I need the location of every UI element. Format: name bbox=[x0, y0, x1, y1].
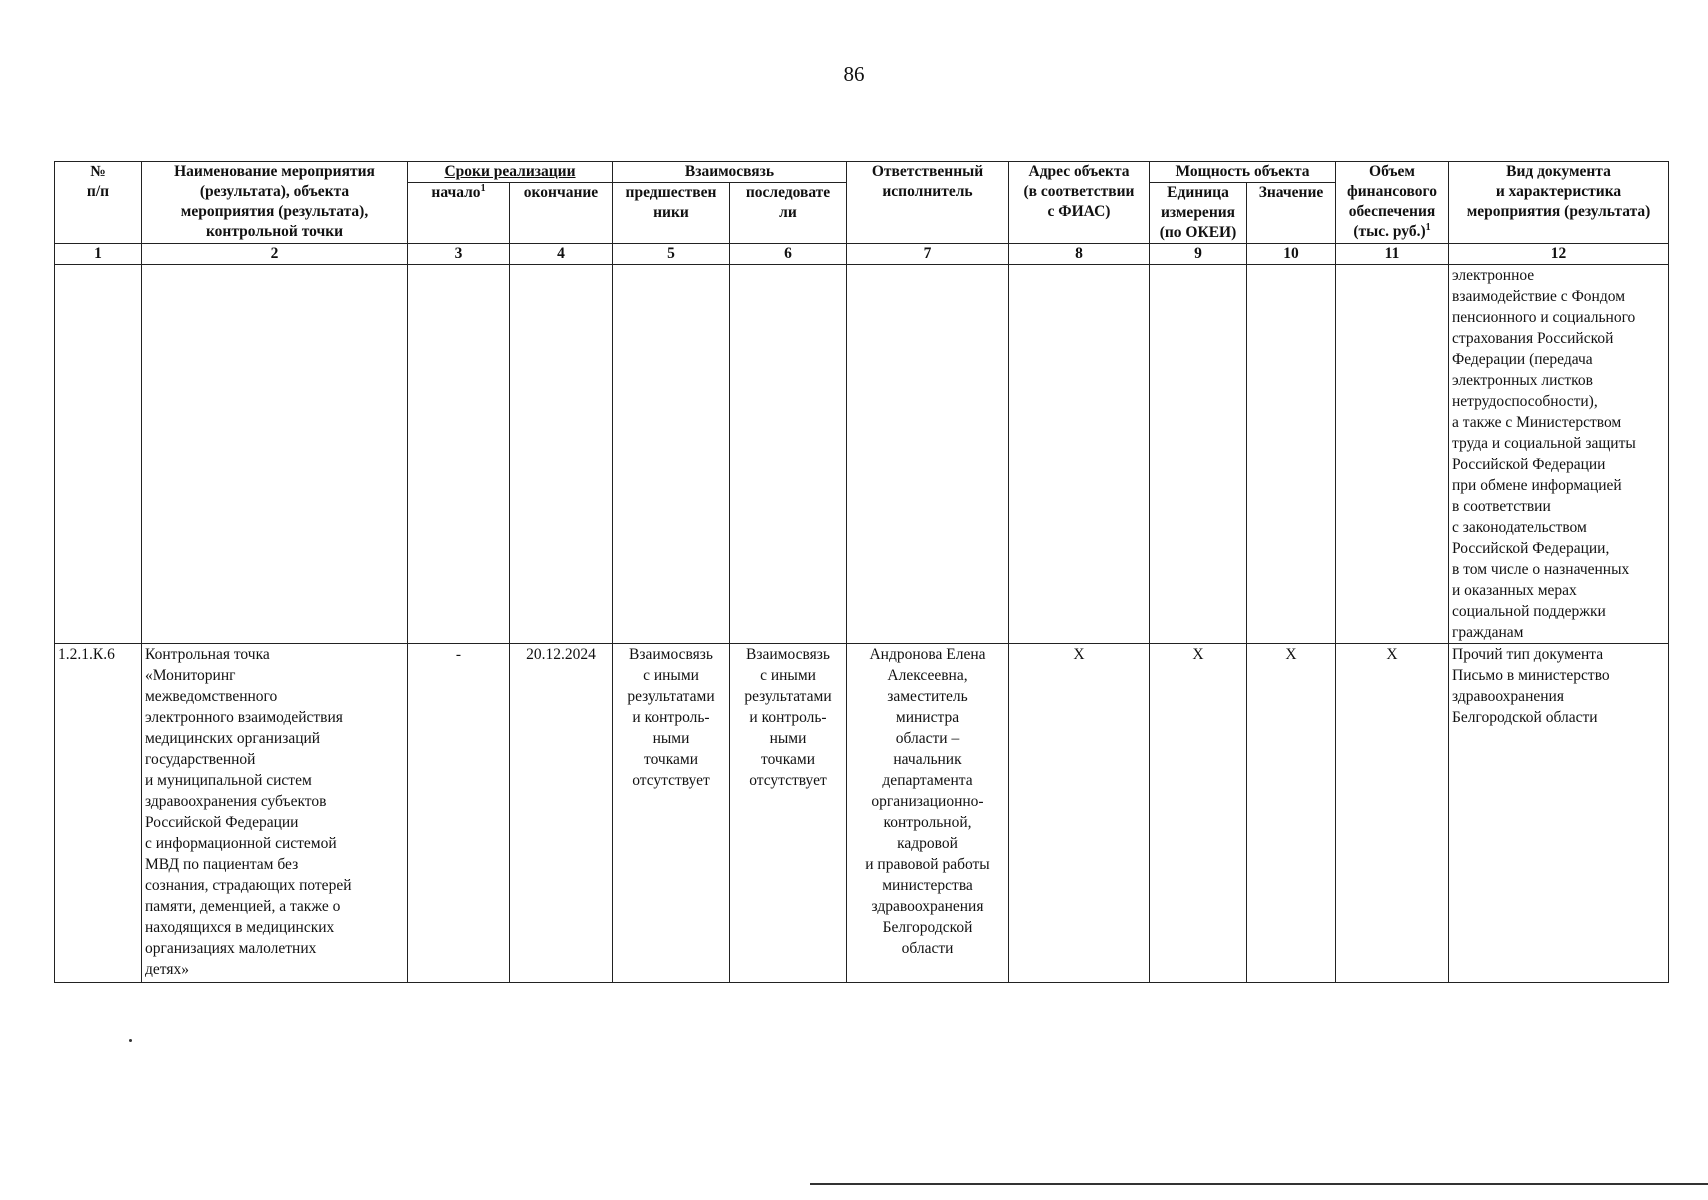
header-doc: Вид документа и характеристика мероприятия (результата) bbox=[1449, 162, 1669, 244]
cell-empty bbox=[55, 265, 142, 644]
row-address: Х bbox=[1009, 644, 1150, 983]
column-number: 12 bbox=[1449, 244, 1669, 265]
column-number: 3 bbox=[408, 244, 510, 265]
column-number: 1 bbox=[55, 244, 142, 265]
cell-empty bbox=[510, 265, 613, 644]
continuation-doc: электронное взаимодействие с Фондом пенсионного и социального страхования Российской Федерации (передача электронных листков нетрудоспособности), а также с Министерством труда и социальной защиты Российской Федерации при обмене информацией в соответствии с законодательством Российской Федерации, в том числе о назначенных и оказанных мерах социальной поддержки гражданам bbox=[1449, 265, 1669, 644]
column-number: 2 bbox=[142, 244, 408, 265]
row-name: Контрольная точка «Мониторинг межведомственного электронного взаимодействия медицинских организаций государственной и муниципальной систем здравоохранения субъектов Российской Федерации с информационной системой МВД по пациентам без сознания, страдающих потерей памяти, деменцией, а также о находящихся в медицинских организациях малолетних детях» bbox=[142, 644, 408, 983]
column-numbers-row bbox=[55, 244, 1669, 265]
row-predecessors: Взаимосвязь с иными результатами и контроль- ными точками отсутствует bbox=[613, 644, 730, 983]
column-number: 10 bbox=[1247, 244, 1336, 265]
row-doc: Прочий тип документа Письмо в министерство здравоохранения Белгородской области bbox=[1449, 644, 1669, 983]
column-number: 9 bbox=[1150, 244, 1247, 265]
header-unit: Единица измерения (по ОКЕИ) bbox=[1150, 183, 1247, 244]
scan-dot bbox=[129, 1039, 132, 1042]
bottom-rule bbox=[810, 1183, 1708, 1185]
cell-empty bbox=[142, 265, 408, 644]
row-successors: Взаимосвязь с иными результатами и контроль- ными точками отсутствует bbox=[730, 644, 847, 983]
column-number: 4 bbox=[510, 244, 613, 265]
continuation-row bbox=[55, 265, 1669, 644]
cell-empty bbox=[730, 265, 847, 644]
header-terms-label: Сроки реализации bbox=[444, 163, 576, 180]
header-finance-sup: 1 bbox=[1425, 221, 1431, 233]
row-end: 20.12.2024 bbox=[510, 644, 613, 983]
column-number: 6 bbox=[730, 244, 847, 265]
header-finance-label: Объем финансового обеспечения (тыс. руб.) bbox=[1347, 163, 1437, 240]
header-address: Адрес объекта (в соответствии с ФИАС) bbox=[1009, 162, 1150, 244]
header-capacity: Мощность объекта bbox=[1150, 162, 1336, 183]
header-terms bbox=[408, 162, 613, 183]
header-link: Взаимосвязь bbox=[613, 162, 847, 183]
cell-empty bbox=[408, 265, 510, 644]
cell-empty bbox=[613, 265, 730, 644]
cell-empty bbox=[1247, 265, 1336, 644]
column-number: 11 bbox=[1336, 244, 1449, 265]
header-row-1 bbox=[55, 162, 1669, 183]
row-responsible: Андронова Елена Алексеевна, заместитель министра области – начальник департамента организационно- контрольной, кадровой и правовой работы министерства здравоохранения Белгородской области bbox=[847, 644, 1009, 983]
header-name: Наименование мероприятия (результата), объекта мероприятия (результата), контрольной точки bbox=[142, 162, 408, 244]
cell-empty bbox=[1009, 265, 1150, 644]
header-finance bbox=[1336, 162, 1449, 244]
events-table bbox=[54, 161, 1669, 983]
table-row bbox=[55, 644, 1669, 983]
cell-empty bbox=[1336, 265, 1449, 644]
row-value: Х bbox=[1247, 644, 1336, 983]
header-start bbox=[408, 183, 510, 244]
row-finance: Х bbox=[1336, 644, 1449, 983]
page-number: 86 bbox=[843, 62, 865, 86]
column-number: 5 bbox=[613, 244, 730, 265]
header-successors: последовате ли bbox=[730, 183, 847, 244]
header-responsible: Ответственный исполнитель bbox=[847, 162, 1009, 244]
header-end: окончание bbox=[510, 183, 613, 244]
row-start: - bbox=[408, 644, 510, 983]
header-start-label: начало bbox=[431, 184, 481, 201]
column-number: 8 bbox=[1009, 244, 1150, 265]
cell-empty bbox=[847, 265, 1009, 644]
cell-empty bbox=[1150, 265, 1247, 644]
header-num: № п/п bbox=[55, 162, 142, 244]
row-unit: Х bbox=[1150, 644, 1247, 983]
row-num: 1.2.1.К.6 bbox=[55, 644, 142, 983]
column-number: 7 bbox=[847, 244, 1009, 265]
header-predecessors: предшествен ники bbox=[613, 183, 730, 244]
header-value: Значение bbox=[1247, 183, 1336, 244]
header-start-sup: 1 bbox=[480, 182, 486, 194]
